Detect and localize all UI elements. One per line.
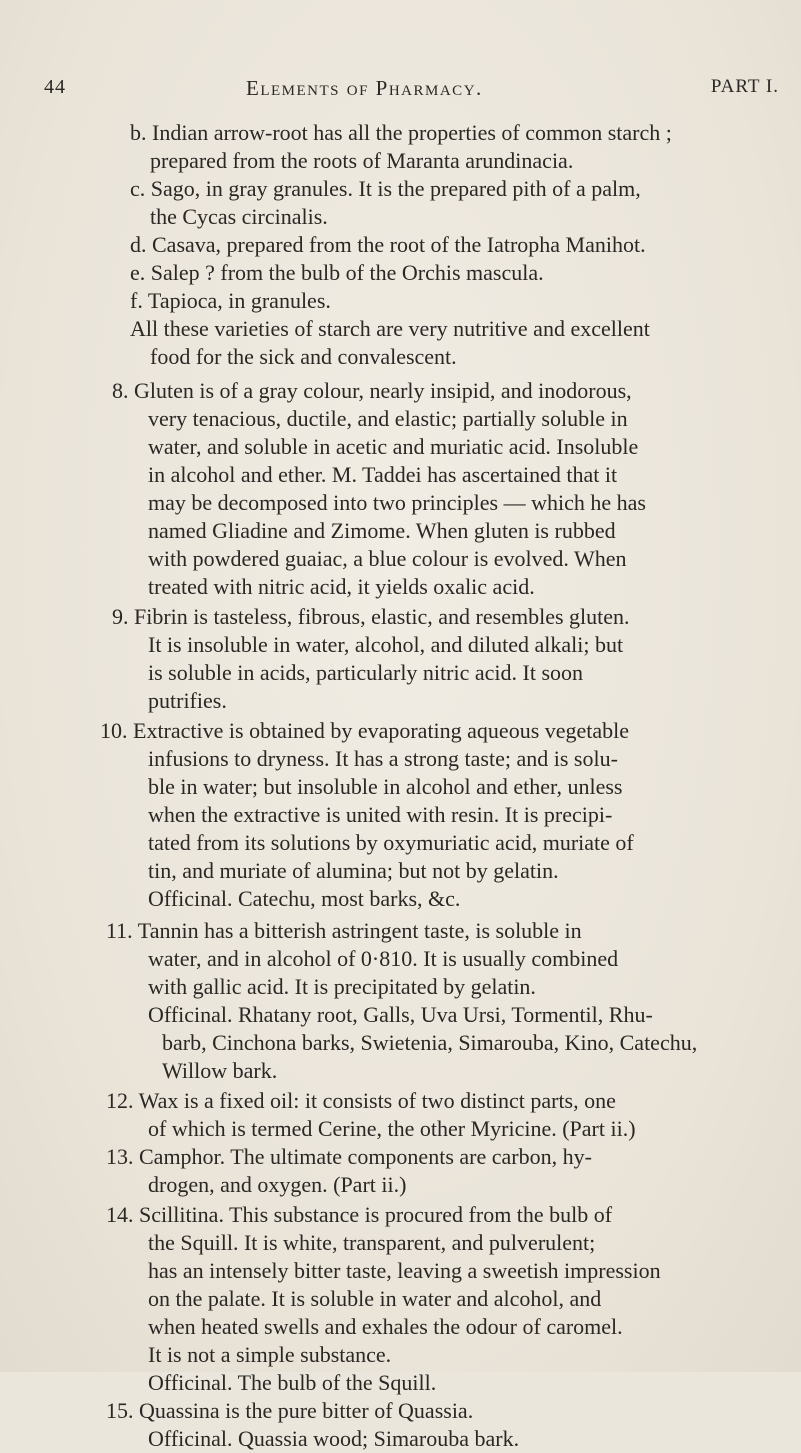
text-line: 10. Extractive is obtained by evaporating aqueous vegetable [100, 718, 630, 743]
text-line: with powdered guaiac, a blue colour is evolved. When [148, 546, 627, 571]
text-line: in alcohol and ether. M. Taddei has ascertained that it [148, 462, 618, 487]
text-line: has an intensely bitter taste, leaving a sweetish impression [148, 1258, 661, 1283]
text-line: the Cycas circinalis. [150, 204, 328, 229]
text-line: f. Tapioca, in granules. [130, 288, 331, 313]
text-line: tated from its solutions by oxymuriatic acid, muriate of [148, 830, 634, 855]
text-line: food for the sick and convalescent. [150, 344, 457, 369]
text-line: when the extractive is united with resin. It is precipi- [148, 802, 613, 827]
text-line: drogen, and oxygen. (Part ii.) [148, 1172, 407, 1197]
text-line: infusions to dryness. It has a strong taste; and is solu- [148, 746, 618, 771]
text-line: ble in water; but insoluble in alcohol and ether, unless [148, 774, 623, 799]
text-line: 12. Wax is a fixed oil: it consists of two distinct parts, one [106, 1088, 616, 1113]
text-line: d. Casava, prepared from the root of the Iatropha Manihot. [130, 232, 646, 257]
text-line: on the palate. It is soluble in water and alcohol, and [148, 1286, 602, 1311]
text-line: of which is termed Cerine, the other Myricine. (Part ii.) [148, 1116, 636, 1141]
running-title: Elements of Pharmacy. [246, 76, 483, 100]
text-line: It is insoluble in water, alcohol, and diluted alkali; but [148, 632, 624, 657]
text-line: c. Sago, in gray granules. It is the prepared pith of a palm, [130, 176, 641, 201]
text-line: 15. Quassina is the pure bitter of Quassia. [106, 1398, 474, 1423]
text-line: is soluble in acids, particularly nitric acid. It soon [148, 660, 584, 685]
text-line: 13. Camphor. The ultimate components are carbon, hy- [106, 1144, 592, 1169]
text-line: very tenacious, ductile, and elastic; partially soluble in [148, 406, 628, 431]
text-line: Officinal. The bulb of the Squill. [148, 1370, 437, 1395]
text-line: putrifies. [148, 688, 227, 713]
text-line: treated with nitric acid, it yields oxalic acid. [148, 574, 535, 599]
text-line: 8. Gluten is of a gray colour, nearly insipid, and inodorous, [112, 378, 632, 403]
text-line: Officinal. Quassia wood; Simarouba bark. [148, 1426, 520, 1451]
text-line: e. Salep ? from the bulb of the Orchis mascula. [130, 260, 544, 285]
text-line: named Gliadine and Zimome. When gluten is rubbed [148, 518, 616, 543]
text-line: tin, and muriate of alumina; but not by gelatin. [148, 858, 559, 883]
page-header [44, 76, 779, 104]
text-line: 14. Scillitina. This substance is procured from the bulb of [106, 1202, 613, 1227]
text-line: when heated swells and exhales the odour of caromel. [148, 1314, 623, 1339]
text-line: It is not a simple substance. [148, 1342, 392, 1367]
text-line: water, and in alcohol of 0·810. It is usually combined [148, 946, 619, 971]
text-line: barb, Cinchona barks, Swietenia, Simarouba, Kino, Catechu, [162, 1030, 698, 1055]
text-line: may be decomposed into two principles — which he has [148, 490, 646, 515]
text-line: Willow bark. [162, 1058, 278, 1083]
page-number: 44 [44, 76, 66, 98]
text-line: Officinal. Rhatany root, Galls, Uva Ursi, Tormentil, Rhu- [148, 1002, 653, 1027]
text-line: 9. Fibrin is tasteless, fibrous, elastic, and resembles gluten. [112, 604, 630, 629]
text-line: 11. Tannin has a bitterish astringent taste, is soluble in [106, 918, 582, 943]
text-line: water, and soluble in acetic and muriatic acid. Insoluble [148, 434, 639, 459]
text-line: the Squill. It is white, transparent, and pulverulent; [148, 1230, 596, 1255]
text-line: Officinal. Catechu, most barks, &c. [148, 886, 461, 911]
part-label: PART I. [710, 76, 779, 97]
text-line: b. Indian arrow-root has all the properties of common starch ; [130, 120, 672, 145]
text-line: All these varieties of starch are very nutritive and excellent [130, 316, 650, 341]
text-line: prepared from the roots of Maranta arundinacia. [150, 148, 574, 173]
text-line: with gallic acid. It is precipitated by gelatin. [148, 974, 536, 999]
